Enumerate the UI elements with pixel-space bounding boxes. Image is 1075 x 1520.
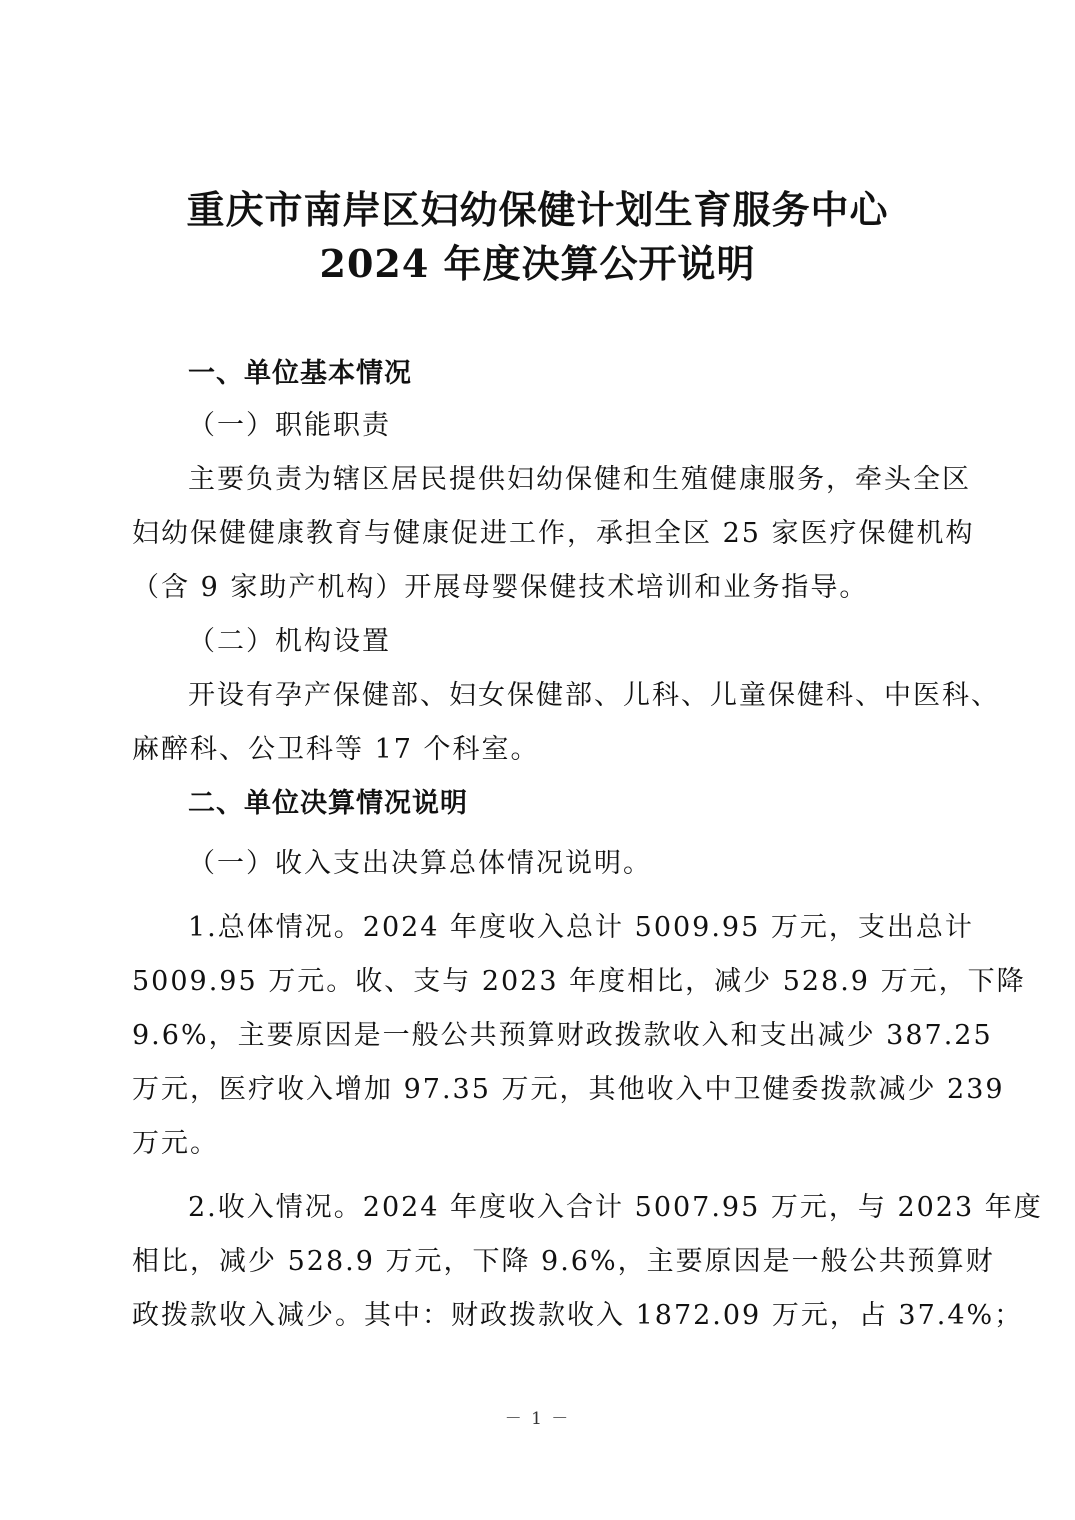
paragraph-line: （含 9 家助产机构）开展母婴保健技术培训和业务指导。 <box>132 572 869 603</box>
paragraph-line: 麻醉科、公卫科等 17 个科室。 <box>132 734 540 765</box>
section1-sub1-heading: （一）职能职责 <box>188 410 391 441</box>
section2-heading: 二、单位决算情况说明 <box>188 788 468 819</box>
paragraph-line: 2.收入情况。2024 年度收入合计 5007.95 万元，与 2023 年度 <box>188 1192 1043 1223</box>
paragraph-line: 9.6%，主要原因是一般公共预算财政拨款收入和支出减少 387.25 <box>132 1020 993 1051</box>
paragraph-line: 主要负责为辖区居民提供妇幼保健和生殖健康服务，牵头全区 <box>188 464 971 495</box>
paragraph-line: 1.总体情况。2024 年度收入总计 5009.95 万元，支出总计 <box>188 912 974 943</box>
section1-heading: 一、单位基本情况 <box>188 358 412 389</box>
paragraph-line: 万元，医疗收入增加 97.35 万元，其他收入中卫健委拨款减少 239 <box>132 1074 1005 1105</box>
page-number: － 1 － <box>504 1409 571 1429</box>
paragraph-line: 开设有孕产保健部、妇女保健部、儿科、儿童保健科、中医科、 <box>188 680 1000 711</box>
paragraph-line: 妇幼保健健康教育与健康促进工作，承担全区 25 家医疗保健机构 <box>132 518 975 549</box>
document-title-line1: 重庆市南岸区妇幼保健计划生育服务中心 <box>186 187 889 232</box>
paragraph-line: 相比，减少 528.9 万元，下降 9.6%，主要原因是一般公共预算财 <box>132 1246 995 1277</box>
paragraph-line: 万元。 <box>132 1128 219 1159</box>
section2-sub1-heading: （一）收入支出决算总体情况说明。 <box>188 848 652 879</box>
paragraph-line: 5009.95 万元。收、支与 2023 年度相比，减少 528.9 万元，下降 <box>132 966 1026 997</box>
section1-sub2-heading: （二）机构设置 <box>188 626 391 657</box>
document-title-line2: 2024 年度决算公开说明 <box>319 241 756 286</box>
paragraph-line: 政拨款收入减少。其中：财政拨款收入 1872.09 万元，占 37.4%； <box>132 1300 1024 1331</box>
